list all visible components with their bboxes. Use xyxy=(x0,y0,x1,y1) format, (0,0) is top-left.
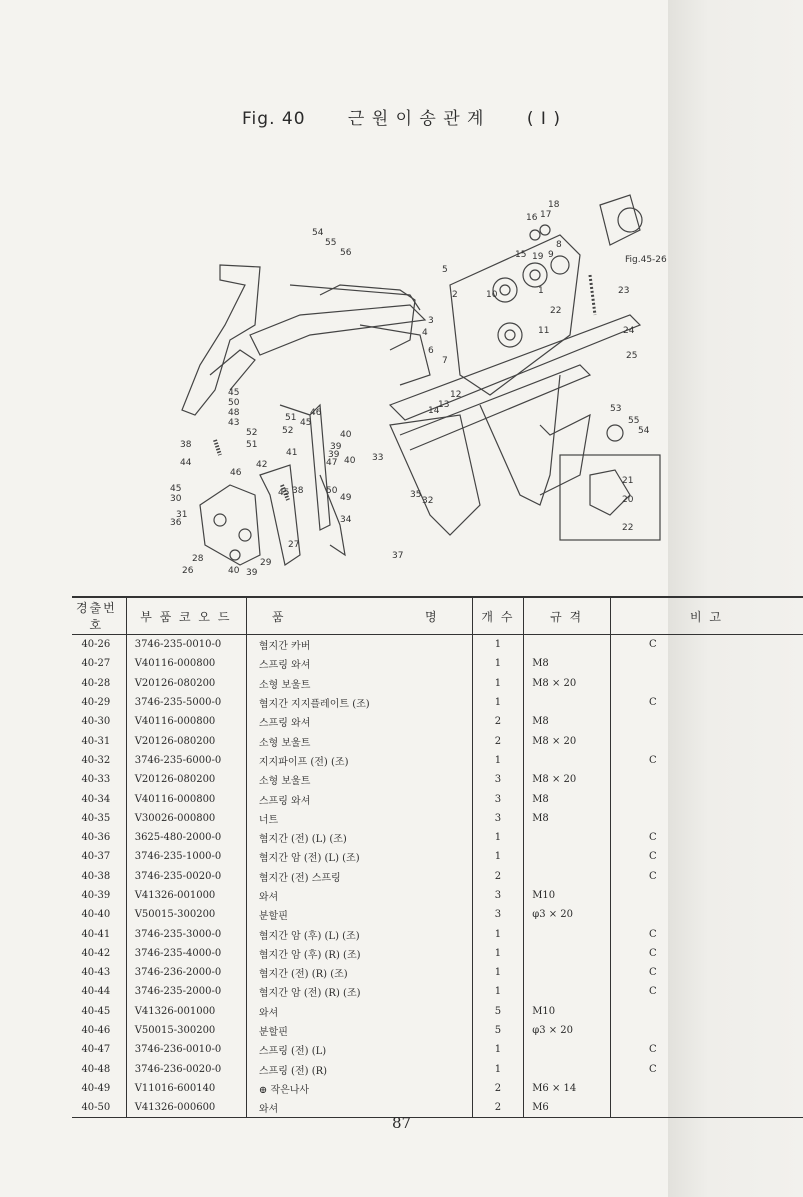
diagram-callout: 13 xyxy=(438,400,450,410)
diagram-callout: 49 xyxy=(340,493,352,503)
part-number-cell: 40-44 xyxy=(81,986,111,998)
figure-part: ( I ) xyxy=(526,109,561,129)
diagram-callout: 29 xyxy=(260,558,272,568)
diagram-callout: 15 xyxy=(515,250,527,260)
quantity-cell: 5 xyxy=(472,1021,524,1040)
header-remark: 비 고 xyxy=(610,597,803,635)
part-number-cell: 40-27 xyxy=(81,658,111,670)
part-name-cell: 분할핀 xyxy=(246,1021,472,1040)
table-row xyxy=(72,809,803,828)
diagram-callout: 27 xyxy=(288,540,300,550)
diagram-callout: 23 xyxy=(618,286,630,296)
diagram-callout: 20 xyxy=(622,495,634,505)
part-name-cell: 스프링 (전) (R) xyxy=(246,1060,472,1079)
quantity-cell: 1 xyxy=(472,674,524,693)
part-code-cell: V30026-000800 xyxy=(126,809,246,828)
diagram-callout: 55 xyxy=(325,238,337,248)
part-name-cell: 혐지간 암 (후) (R) (조) xyxy=(246,944,472,963)
diagram-callout: 39 xyxy=(328,450,340,460)
part-code-cell: 3746-236-0010-0 xyxy=(126,1040,246,1059)
spec-cell: φ3 × 20 xyxy=(524,905,611,924)
part-code-cell: 3746-235-2000-0 xyxy=(126,982,246,1001)
table-row xyxy=(72,731,803,750)
part-code-cell: 3625-480-2000-0 xyxy=(126,828,246,847)
header-spec: 규 격 xyxy=(524,597,611,635)
diagram-callout: 50 xyxy=(326,486,338,496)
table-row xyxy=(72,1060,803,1079)
figure-title xyxy=(0,104,803,129)
part-name-cell: 와셔 xyxy=(246,1098,472,1118)
part-name-cell: 스프링 와셔 xyxy=(246,789,472,808)
diagram-callout: 4 xyxy=(422,328,428,338)
spec-cell xyxy=(524,867,611,886)
part-name-cell: 혐지간 (전) 스프링 xyxy=(246,867,472,886)
spec-cell xyxy=(524,751,611,770)
part-number-cell: 40-42 xyxy=(81,947,111,959)
diagram-callout: 50 xyxy=(228,398,240,408)
part-number-cell: 40-32 xyxy=(81,754,111,766)
spec-cell xyxy=(524,944,611,963)
spec-cell: M8 xyxy=(524,789,611,808)
header-part-code: 부 품 코 오 드 xyxy=(126,597,246,635)
quantity-cell: 3 xyxy=(472,886,524,905)
remark-cell: C xyxy=(610,1040,803,1059)
diagram-callout: 22 xyxy=(550,306,562,316)
part-code-cell: 3746-235-6000-0 xyxy=(126,751,246,770)
remark-cell xyxy=(610,674,803,693)
spec-cell: M10 xyxy=(524,1002,611,1021)
part-number-cell: 40-46 xyxy=(81,1025,111,1037)
quantity-cell: 2 xyxy=(472,731,524,750)
spec-cell: M8 × 20 xyxy=(524,731,611,750)
spec-cell: M6 xyxy=(524,1098,611,1118)
parts-diagram xyxy=(160,175,680,585)
figure-crossref: Fig.45-26 xyxy=(625,255,667,265)
quantity-cell: 1 xyxy=(472,1040,524,1059)
quantity-cell: 1 xyxy=(472,963,524,982)
spec-cell: M6 × 14 xyxy=(524,1079,611,1098)
diagram-callout: 30 xyxy=(170,494,182,504)
part-code-cell: 3746-235-5000-0 xyxy=(126,693,246,712)
quantity-cell: 3 xyxy=(472,905,524,924)
part-number-cell: 40-37 xyxy=(81,851,111,863)
part-number-cell: 40-34 xyxy=(81,793,111,805)
part-number-cell: 40-49 xyxy=(81,1082,111,1094)
header-part-name: 품 명 xyxy=(246,597,472,635)
diagram-callout: 33 xyxy=(372,453,384,463)
table-row xyxy=(72,693,803,712)
quantity-cell: 2 xyxy=(472,1079,524,1098)
part-number-cell: 40-29 xyxy=(81,697,111,709)
page-number: 87 xyxy=(391,1114,412,1132)
diagram-callout: 7 xyxy=(442,356,448,366)
quantity-cell: 2 xyxy=(472,867,524,886)
part-code-cell: 3746-235-1000-0 xyxy=(126,847,246,866)
diagram-callout: 52 xyxy=(246,428,258,438)
diagram-callout: 31 xyxy=(176,510,188,520)
part-code-cell: V41326-001000 xyxy=(126,1002,246,1021)
part-name-cell: 혐지간 지지플레이트 (조) xyxy=(246,693,472,712)
quantity-cell: 3 xyxy=(472,789,524,808)
table-row xyxy=(72,751,803,770)
part-code-cell: 3746-235-3000-0 xyxy=(126,924,246,943)
part-name-cell: 와셔 xyxy=(246,886,472,905)
remark-cell: C xyxy=(610,867,803,886)
quantity-cell: 3 xyxy=(472,770,524,789)
spec-cell xyxy=(524,963,611,982)
part-name-cell: 스프링 와셔 xyxy=(246,654,472,673)
diagram-callout: 42 xyxy=(256,460,268,470)
diagram-callout: 46 xyxy=(230,468,242,478)
diagram-callout: 38 xyxy=(292,486,304,496)
diagram-callout: 54 xyxy=(638,426,650,436)
quantity-cell: 1 xyxy=(472,828,524,847)
table-row xyxy=(72,867,803,886)
diagram-callout: 52 xyxy=(282,426,294,436)
spec-cell: M8 xyxy=(524,712,611,731)
table-row xyxy=(72,924,803,943)
remark-cell xyxy=(610,731,803,750)
diagram-callout: 10 xyxy=(486,290,498,300)
diagram-callout: 54 xyxy=(312,228,324,238)
part-number-cell: 40-41 xyxy=(81,928,111,940)
diagram-callout: 44 xyxy=(180,458,192,468)
part-number-cell: 40-35 xyxy=(81,812,111,824)
part-code-cell: V50015-300200 xyxy=(126,905,246,924)
diagram-callout: 39 xyxy=(330,442,342,452)
quantity-cell: 1 xyxy=(472,635,524,655)
figure-name: 근 원 이 송 관 계 xyxy=(347,109,485,129)
part-name-cell: ⊕ 작은나사 xyxy=(246,1079,472,1098)
part-code-cell: V20126-080200 xyxy=(126,731,246,750)
part-number-cell: 40-48 xyxy=(81,1063,111,1075)
diagram-callout: 45 xyxy=(170,484,182,494)
part-number-cell: 40-36 xyxy=(81,832,111,844)
table-row xyxy=(72,905,803,924)
remark-cell xyxy=(610,789,803,808)
diagram-callout: 32 xyxy=(422,496,434,506)
quantity-cell: 1 xyxy=(472,982,524,1001)
part-name-cell: 지지파이프 (전) (조) xyxy=(246,751,472,770)
part-code-cell: V20126-080200 xyxy=(126,770,246,789)
part-name-cell: 스프링 (전) (L) xyxy=(246,1040,472,1059)
part-number-cell: 40-47 xyxy=(81,1044,111,1056)
diagram-callout: 5 xyxy=(442,265,448,275)
part-number-cell: 40-30 xyxy=(81,716,111,728)
remark-cell: C xyxy=(610,1060,803,1079)
part-name-cell: 소형 보울트 xyxy=(246,674,472,693)
part-code-cell: V41326-000600 xyxy=(126,1098,246,1118)
spec-cell xyxy=(524,635,611,655)
diagram-callout: 9 xyxy=(548,250,554,260)
diagram-callout: 34 xyxy=(340,515,352,525)
diagram-callout: 14 xyxy=(428,406,440,416)
remark-cell: C xyxy=(610,751,803,770)
table-row xyxy=(72,886,803,905)
part-name-cell: 소형 보울트 xyxy=(246,731,472,750)
table-row xyxy=(72,1040,803,1059)
spec-cell: M8 × 20 xyxy=(524,770,611,789)
table-row xyxy=(72,635,803,655)
remark-cell xyxy=(610,905,803,924)
diagram-callout: 40 xyxy=(228,566,240,576)
diagram-callout: 48 xyxy=(228,408,240,418)
remark-cell: C xyxy=(610,828,803,847)
part-code-cell: 3746-235-0010-0 xyxy=(126,635,246,655)
table-row xyxy=(72,944,803,963)
part-number-cell: 40-38 xyxy=(81,870,111,882)
quantity-cell: 1 xyxy=(472,654,524,673)
table-row xyxy=(72,789,803,808)
remark-cell: C xyxy=(610,924,803,943)
part-name-cell: 와셔 xyxy=(246,1002,472,1021)
diagram-callout: 26 xyxy=(182,566,194,576)
part-name-cell: 혐지간 암 (후) (L) (조) xyxy=(246,924,472,943)
spec-cell: M10 xyxy=(524,886,611,905)
diagram-callout: 56 xyxy=(340,248,352,258)
parts-table xyxy=(72,596,803,1118)
part-number-cell: 40-28 xyxy=(81,677,111,689)
diagram-callout: 46 xyxy=(310,408,322,418)
diagram-callout: 18 xyxy=(548,200,560,210)
part-number-cell: 40-45 xyxy=(81,1005,111,1017)
quantity-cell: 1 xyxy=(472,924,524,943)
quantity-cell: 1 xyxy=(472,847,524,866)
part-name-cell: 혐지간 암 (전) (R) (조) xyxy=(246,982,472,1001)
remark-cell xyxy=(610,1079,803,1098)
diagram-callout: 36 xyxy=(170,518,182,528)
quantity-cell: 1 xyxy=(472,944,524,963)
diagram-callout: 12 xyxy=(450,390,462,400)
remark-cell xyxy=(610,886,803,905)
part-code-cell: 3746-236-0020-0 xyxy=(126,1060,246,1079)
part-code-cell: V40116-000800 xyxy=(126,712,246,731)
figure-number: Fig. 40 xyxy=(242,109,306,129)
diagram-callout: 53 xyxy=(610,404,622,414)
part-name-cell: 혐지간 (전) (L) (조) xyxy=(246,828,472,847)
table-row xyxy=(72,674,803,693)
part-code-cell: 3746-235-4000-0 xyxy=(126,944,246,963)
part-name-cell: 너트 xyxy=(246,809,472,828)
remark-cell xyxy=(610,654,803,673)
quantity-cell: 3 xyxy=(472,809,524,828)
remark-cell: C xyxy=(610,982,803,1001)
diagram-callout: 45 xyxy=(300,418,312,428)
spec-cell: M8 xyxy=(524,809,611,828)
part-code-cell: V11016-600140 xyxy=(126,1079,246,1098)
quantity-cell: 2 xyxy=(472,1098,524,1118)
diagram-callout: 1 xyxy=(538,286,544,296)
header-part-no: 경출번호 xyxy=(75,601,117,632)
part-number-cell: 40-39 xyxy=(81,890,111,901)
diagram-callout: 40 xyxy=(340,430,352,440)
diagram-callout: 19 xyxy=(532,252,544,262)
diagram-callout: 45 xyxy=(278,488,290,498)
spec-cell xyxy=(524,982,611,1001)
part-name-cell: 혐지간 (전) (R) (조) xyxy=(246,963,472,982)
table-row xyxy=(72,712,803,731)
remark-cell: C xyxy=(610,847,803,866)
diagram-callout: 35 xyxy=(410,490,422,500)
part-number-cell: 40-50 xyxy=(81,1102,111,1114)
table-row xyxy=(72,1021,803,1040)
part-name-cell: 분할핀 xyxy=(246,905,472,924)
part-number-cell: 40-26 xyxy=(81,639,111,651)
diagram-callout: 6 xyxy=(428,346,434,356)
diagram-callout: 47 xyxy=(326,458,338,468)
diagram-callout: 22 xyxy=(622,523,634,533)
remark-cell xyxy=(610,1021,803,1040)
diagram-callout: 24 xyxy=(623,326,635,336)
diagram-callout: 41 xyxy=(286,448,298,458)
part-code-cell: V41326-001000 xyxy=(126,886,246,905)
diagram-callout: 28 xyxy=(192,554,204,564)
spec-cell xyxy=(524,924,611,943)
diagram-callout: 39 xyxy=(246,568,258,578)
spec-cell xyxy=(524,1040,611,1059)
part-number-cell: 40-31 xyxy=(81,735,111,747)
spec-cell xyxy=(524,1060,611,1079)
part-code-cell: V20126-080200 xyxy=(126,674,246,693)
remark-cell: C xyxy=(610,963,803,982)
remark-cell: C xyxy=(610,693,803,712)
spec-cell xyxy=(524,847,611,866)
spec-cell: M8 × 20 xyxy=(524,674,611,693)
part-code-cell: 3746-235-0020-0 xyxy=(126,867,246,886)
table-row xyxy=(72,1079,803,1098)
remark-cell: C xyxy=(610,635,803,655)
remark-cell: C xyxy=(610,944,803,963)
remark-cell xyxy=(610,1002,803,1021)
part-code-cell: 3746-236-2000-0 xyxy=(126,963,246,982)
diagram-callout: 3 xyxy=(428,316,434,326)
part-code-cell: V40116-000800 xyxy=(126,654,246,673)
remark-cell xyxy=(610,809,803,828)
quantity-cell: 2 xyxy=(472,712,524,731)
part-name-cell: 혐지간 카버 xyxy=(246,635,472,655)
spec-cell: M8 xyxy=(524,654,611,673)
spec-cell xyxy=(524,828,611,847)
table-row xyxy=(72,654,803,673)
diagram-callout: 55 xyxy=(628,416,640,426)
diagram-callout: 43 xyxy=(228,418,240,428)
quantity-cell: 1 xyxy=(472,693,524,712)
table-row xyxy=(72,982,803,1001)
diagram-callout: 51 xyxy=(285,413,297,423)
diagram-callout: 8 xyxy=(556,240,562,250)
quantity-cell: 5 xyxy=(472,1002,524,1021)
diagram-callout: 21 xyxy=(622,476,634,486)
table-row xyxy=(72,847,803,866)
part-name-cell: 스프링 와셔 xyxy=(246,712,472,731)
part-number-cell: 40-40 xyxy=(81,909,111,921)
diagram-callout: 25 xyxy=(626,351,638,361)
diagram-callout: 45 xyxy=(228,388,240,398)
part-code-cell: V40116-000800 xyxy=(126,789,246,808)
part-name-cell: 소형 보울트 xyxy=(246,770,472,789)
spec-cell: φ3 × 20 xyxy=(524,1021,611,1040)
table-row xyxy=(72,770,803,789)
table-row xyxy=(72,963,803,982)
header-quantity: 개 수 xyxy=(472,597,524,635)
quantity-cell: 1 xyxy=(472,1060,524,1079)
table-header-row xyxy=(72,597,803,635)
diagram-callout: 38 xyxy=(180,440,192,450)
part-number-cell: 40-43 xyxy=(81,967,111,979)
table-row xyxy=(72,1002,803,1021)
table-row xyxy=(72,828,803,847)
diagram-callout: 37 xyxy=(392,551,404,561)
diagram-callout: 40 xyxy=(344,456,356,466)
part-code-cell: V50015-300200 xyxy=(126,1021,246,1040)
diagram-callout: 11 xyxy=(538,326,550,336)
diagram-callout: 51 xyxy=(246,440,258,450)
remark-cell xyxy=(610,712,803,731)
diagram-callout: 16 xyxy=(526,213,538,223)
diagram-callout: 2 xyxy=(452,290,458,300)
diagram-callout: 17 xyxy=(540,210,552,220)
spec-cell xyxy=(524,693,611,712)
quantity-cell: 1 xyxy=(472,751,524,770)
part-number-cell: 40-33 xyxy=(81,774,111,786)
remark-cell xyxy=(610,770,803,789)
part-name-cell: 혐지간 암 (전) (L) (조) xyxy=(246,847,472,866)
